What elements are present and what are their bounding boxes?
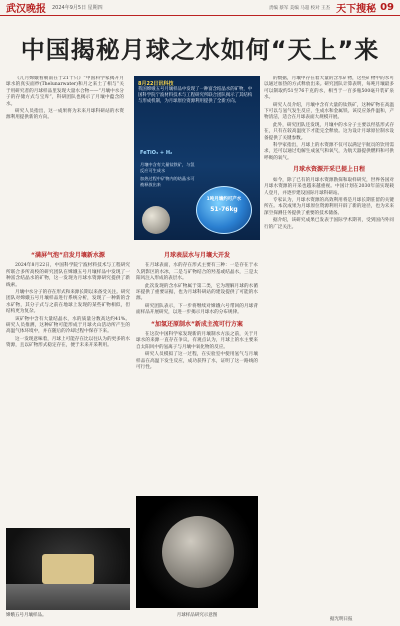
subheading: 月球水资源开采已提上日程: [292, 166, 365, 174]
paragraph: 研究人员模拟了这一过程，在实验室中使用氢气与月壤样品在高温下发生反应，成功获得了水，证明了这一路线的可行性。: [136, 352, 258, 371]
paragraph: 这一发现意味着，月球上可能存在比以往认为的更多的水资源，且以矿物形式稳定存在，便于未来开采利用。: [6, 336, 130, 349]
subheading: 月球表层水与月壤大开发: [163, 252, 230, 259]
paragraph: 在月球表面，水的存在形式主要有三种：一是存在于永久阴影区的水冰，二是与矿物结合的羟基或结晶水，三是太阳风注入形成的表层水。: [136, 263, 258, 282]
infographic-date: 8月22日讯科技: [138, 81, 174, 87]
infographic-text: 我国嫦娥五号月壤样品中发现了一种富含结晶水的矿物，中国科学院宁波材料技术与工程研究所联合团队揭示了其结构与形成机制，为月球原位资源利用提供了全新方向。: [138, 87, 253, 104]
subheading: “加氢还原制水”新成主流可行方案: [151, 320, 243, 328]
paragraph: 科学家指出，月球上的水资源不仅可以满足宇航员的饮用需求，还可以通过电解生成氢气和氧气，为航天器提供燃料和可供呼吸的氧气。: [264, 143, 394, 161]
section-title: 天下搜秘: [336, 4, 377, 15]
paragraph: 此外，研究团队还发现，月壤中的水分子主要以羟基形式存在，只有在较高温度下才能完全释放。这为设计月球原位制水设备提供了关键参数。: [264, 122, 394, 141]
article-column-right: [264, 76, 394, 622]
lunar-ground: [6, 584, 130, 610]
page-header: [0, 0, 400, 16]
lead-paragraphs: [6, 76, 124, 123]
infographic: [134, 76, 260, 240]
lead-paragraph: 研究人员指出，这一成果将为未来月球科研站的水资源利用提供新的方向。: [6, 109, 124, 121]
rover-photo: [6, 528, 130, 610]
paragraph: 在这次中国科学家发现新的月壤制水方法之前，关于月球水的来源一直存在争议。有观点认为，月球上的水主要来自太阳风中的氢离子与月壤中氧化物的反应。: [136, 332, 258, 350]
subheading: “满屏气泡”启发月壤新水源: [31, 252, 105, 259]
paragraph: 如今，除了已有的月球水资源勘探和取样研究，世界各国对月球水资源的开采也越来越重视。中国计划在2030年前实现载人登月，并逐步建设国际月球科研站。: [264, 177, 394, 196]
paragraph: 月壤中水分子的存在形式和来源长期以来备受关注。研究团队对嫦娥五号月壤样品进行系统分析，发现了一种新的含水矿物，其分子式与之前在地球上发现的某些矿物相似，但结构更为复杂。: [6, 290, 130, 315]
moon-illustration: [142, 206, 170, 234]
water-yield-label: 1吨月壤约可产水: [206, 197, 242, 202]
infographic-bullet: 加热过程中矿物内的结晶水可被释放出来: [140, 176, 195, 187]
reaction-formula: FeTiO₃ + H₂: [140, 150, 173, 156]
infographic-bullet: 月壤中含有大量钛铁矿，与氢反应可生成水: [140, 162, 195, 173]
paragraph: 研究团队表示，下一步将继续对嫦娥六号带回的月球背面样品开展研究，以进一步揭示月球水的分布规律。: [136, 303, 258, 316]
sample-container: [42, 554, 94, 584]
paragraph: 此次发现的含水矿物属于第二类，它为理解月球的水循环提供了重要证据，也为月球科研站的建设提供了可能的水源。: [136, 283, 258, 302]
photo-caption: 月球样品研究示意图: [176, 613, 218, 618]
paragraph: 专家认为，月球水资源的高效利用将是月球长期驻留的关键所在。本次成果为月球原位资源利用开辟了新的途径，也为未来深空探测任务提供了重要的技术储备。: [264, 197, 394, 216]
lead-paragraph: 《几月嫦娥看朝南在于21十只》“中国科学家揭开月球水的真实面纱(Thelunarwater)和月之来土了相与”关于用研究者的月球样品里发现大量水合物——“月壤中水分子的存储方式与宝库”，科研团队也揭示了月壤中蕴含的水。: [6, 76, 124, 107]
headline: 中国揭秘月球之水如何“天上”来: [20, 36, 380, 64]
masthead: 武汉晚报: [6, 4, 46, 15]
paragraph: 研究人员介绍，月壤中含有大量的钛铁矿，这种矿物在高温下可以与氢气发生反应，生成水和金属铁。该反应条件温和，产物清洁，适合在月球表面大规模开展。: [264, 102, 394, 121]
water-yield-value: 51-76kg: [210, 206, 238, 213]
article-column-left: [6, 248, 130, 524]
issue-date: 2024年9月5日 星期四: [52, 5, 103, 11]
paragraph: 的数据，月壤中存在着大量的含水矿物，这些矿物中的水可以通过加热的方式释放出来。研究团队计算表明，每吨月壤最多可以制取约51至76千克的水，相当于一百多瓶500毫升装矿泉水。: [264, 76, 394, 101]
paragraph: 2024年8月22日，中国科学院宁波材料技术与工程研究所联合多所高校的研究团队在嫦娥五号月壤样品中发现了一种富含结晶水的矿物，这一发现为月球水资源研究提供了新线索。: [6, 263, 130, 288]
moon-image: [162, 516, 234, 588]
paragraph: 该矿物中含有大量结晶水，水的质量分数高达约41%。研究人员推测，这种矿物可能形成于月球火山活动所产生的高温气体环境中，并在随后的冷却过程中保存下来。: [6, 316, 130, 335]
page-number: 09: [380, 2, 394, 13]
editors-line: 责编 蔡军 美编 马超 校对 王杰: [268, 5, 331, 11]
source-byline: 据光明日报: [330, 617, 353, 622]
paragraph: 据介绍，该研究成果已发表于国际学术期刊，受到国内外同行的广泛关注。: [264, 218, 394, 230]
moon-photo: [136, 496, 258, 608]
photo-caption: 嫦娥五号月壤样品。: [6, 613, 47, 618]
